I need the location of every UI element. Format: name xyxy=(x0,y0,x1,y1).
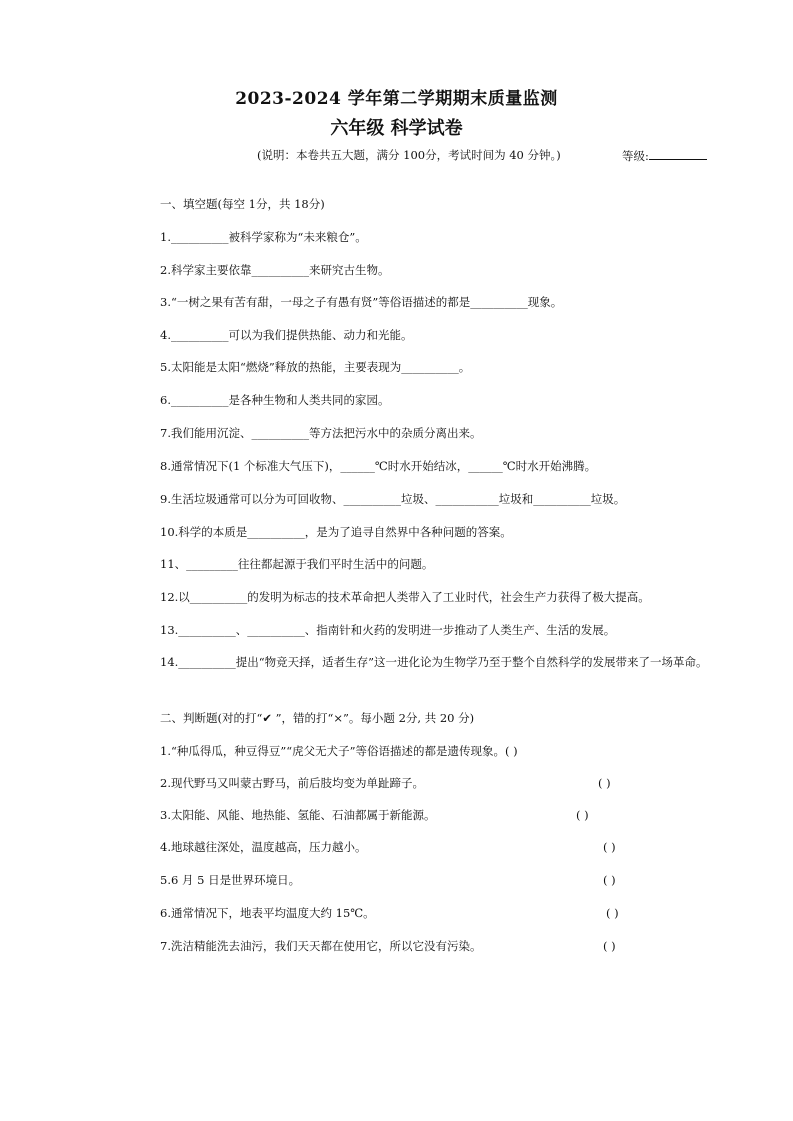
fill-question-8: 8.通常情况下(1 个标准大气压下)，______℃时水开始结冰，______℃时水开始沸腾。 xyxy=(160,459,597,473)
answer-bracket-3[interactable]: ( ) xyxy=(576,808,589,822)
fill-question-7: 7.我们能用沉淀、__________等方法把污水中的杂质分离出来。 xyxy=(160,426,482,440)
answer-bracket-4[interactable]: ( ) xyxy=(603,840,616,854)
fill-question-6: 6.__________是各种生物和人类共同的家园。 xyxy=(160,393,390,407)
fill-question-1: 1.__________被科学家称为“未来粮仓”。 xyxy=(160,230,367,244)
judge-question-2: 2.现代野马又叫蒙古野马，前后肢均变为单趾蹄子。 xyxy=(160,776,424,790)
fill-question-12: 12.以__________的发明为标志的技术革命把人类带入了工业时代，社会生产力获得了极大提高。 xyxy=(160,590,650,604)
fill-question-2: 2.科学家主要依靠__________来研究古生物。 xyxy=(160,263,390,277)
exam-subtitle: 六年级 科学试卷 xyxy=(330,118,463,139)
fill-question-10: 10.科学的本质是__________，是为了追寻自然界中各种问题的答案。 xyxy=(160,525,512,539)
fill-question-5: 5.太阳能是太阳“燃烧”释放的热能，主要表现为__________。 xyxy=(160,360,471,374)
fill-question-4: 4.__________可以为我们提供热能、动力和光能。 xyxy=(160,328,413,342)
fill-question-13: 13.__________、__________、指南针和火药的发明进一步推动了人类生产、生活的发展。 xyxy=(160,623,616,637)
exam-title: 2023-2024 学年第二学期期末质量监测 xyxy=(235,89,558,109)
fill-question-11: 11、_________往往都起源于我们平时生活中的问题。 xyxy=(160,557,434,571)
grade-blank[interactable] xyxy=(649,147,707,160)
fill-question-14: 14.__________提出“物竞天择，适者生存”这一进化论为生物学乃至于整个自然科学的发展带来了一场革命。 xyxy=(160,655,708,669)
answer-bracket-6[interactable]: ( ) xyxy=(606,906,619,920)
grade-label: 等级: xyxy=(622,149,649,163)
fill-question-9: 9.生活垃圾通常可以分为可回收物、__________垃圾、___________垃圾和__________垃圾。 xyxy=(160,492,626,506)
answer-bracket-5[interactable]: ( ) xyxy=(603,873,616,887)
section1-heading: 一、填空题(每空 1分，共 18分) xyxy=(160,197,325,211)
judge-question-7: 7.洗洁精能洗去油污，我们天天都在使用它，所以它没有污染。 xyxy=(160,939,482,953)
judge-question-6: 6.通常情况下，地表平均温度大约 15℃。 xyxy=(160,906,375,920)
answer-bracket-7[interactable]: ( ) xyxy=(603,939,616,953)
grade-field xyxy=(622,147,707,164)
judge-question-1: 1.“种瓜得瓜，种豆得豆”“虎父无犬子”等俗语描述的都是遗传现象。( ) xyxy=(160,744,518,758)
judge-question-5: 5.6 月 5 日是世界环境日。 xyxy=(160,873,301,887)
exam-instructions: (说明：本卷共五大题，满分 100分，考试时间为 40 分钟。) xyxy=(257,148,561,162)
judge-question-4: 4.地球越往深处，温度越高，压力越小。 xyxy=(160,840,367,854)
section2-heading: 二、判断题(对的打“✔ ”，错的打“×”。每小题 2分, 共 20 分) xyxy=(160,711,475,725)
judge-question-3: 3.太阳能、风能、地热能、氢能、石油都属于新能源。 xyxy=(160,808,436,822)
fill-question-3: 3.“一树之果有苦有甜，一母之子有愚有贤”等俗语描述的都是__________现象。 xyxy=(160,295,563,309)
answer-bracket-2[interactable]: ( ) xyxy=(598,776,611,790)
